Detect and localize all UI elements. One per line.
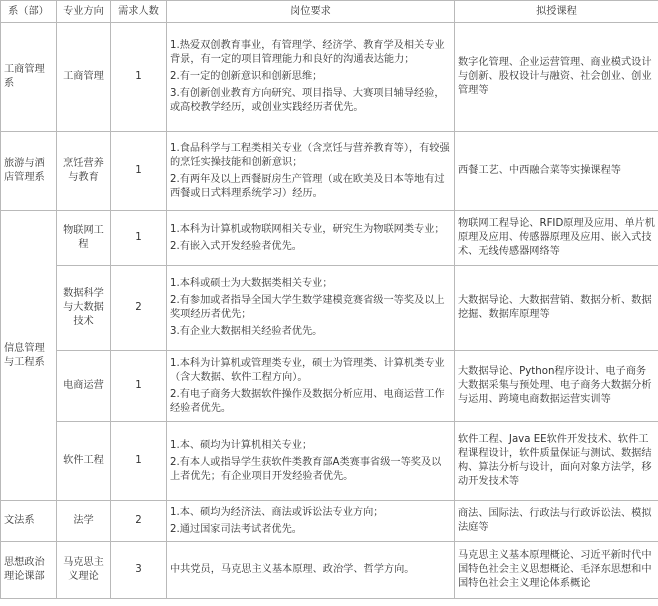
header-major: 专业方向 xyxy=(57,1,111,23)
courses-cell: 数字化管理、企业运营管理、商业模式设计与创新、股权设计与融资、社会创业、创业管理等 xyxy=(455,23,658,132)
header-count: 需求人数 xyxy=(111,1,167,23)
dept-cell: 信息管理与工程系 xyxy=(1,211,57,501)
requirements-cell xyxy=(167,501,455,542)
table-row xyxy=(1,351,658,422)
count-cell: 2 xyxy=(111,266,167,351)
courses-cell: 商法、国际法、行政法与行政诉讼法、模拟法庭等 xyxy=(455,501,658,542)
courses-cell: 物联网工程导论、RFID原理及应用、单片机原理及应用、传感器原理及应用、嵌入式技术、无线传感器网络等 xyxy=(455,211,658,266)
requirements-cell xyxy=(167,23,455,132)
requirements-cell xyxy=(167,422,455,501)
courses-cell: 大数据导论、大数据营销、数据分析、数据挖掘、数据库原理等 xyxy=(455,266,658,351)
header-courses: 拟授课程 xyxy=(455,1,658,23)
major-cell: 工商管理 xyxy=(57,23,111,132)
requirement-item: 1.本、硕均为计算机相关专业； xyxy=(170,439,313,451)
requirement-item: 1.食品科学与工程类相关专业（含烹饪与营养教育等），有较强的烹饪实操技能和创新意识； xyxy=(170,142,450,168)
table-row xyxy=(1,266,658,351)
dept-cell: 思想政治理论课部 xyxy=(1,542,57,599)
table-row xyxy=(1,542,658,599)
table-row xyxy=(1,23,658,132)
table-row xyxy=(1,211,658,266)
major-cell: 物联网工程 xyxy=(57,211,111,266)
requirements-cell xyxy=(167,211,455,266)
requirement-item: 2.有嵌入式开发经验者优先。 xyxy=(170,240,302,252)
courses-cell: 大数据导论、Python程序设计、电子商务大数据采集与预处理、电子商务大数据分析与运用、跨境电商数据运营实训等 xyxy=(455,351,658,422)
dept-cell: 旅游与酒店管理系 xyxy=(1,132,57,211)
requirement-item: 1.本科或硕士为大数据类相关专业； xyxy=(170,278,333,289)
major-cell: 烹饪营养与教育 xyxy=(57,132,111,211)
count-cell: 1 xyxy=(111,211,167,266)
requirement-item: 2.有本人或指导学生获软件类教育部A类赛事省级一等奖及以上者优先；有企业项目开发经验者优先。 xyxy=(170,456,442,482)
requirement-item: 中共党员，马克思主义基本原理、政治学、哲学方向。 xyxy=(170,564,415,575)
header-requirements: 岗位要求 xyxy=(167,1,455,23)
requirement-item: 3.有创新创业教育方向研究、项目指导、大赛项目辅导经验，或高校教学经历，或创业实践经历者优先。 xyxy=(170,88,445,113)
count-cell: 1 xyxy=(111,132,167,211)
requirement-item: 2.有两年及以上西餐厨房生产管理（或在欧美及日本等地有过西餐或日式料理系统学习）经历。 xyxy=(170,173,445,199)
header-dept: 系（部） xyxy=(1,1,57,23)
major-cell: 软件工程 xyxy=(57,422,111,501)
major-cell: 法学 xyxy=(57,501,111,542)
table-row xyxy=(1,422,658,501)
table-row xyxy=(1,501,658,542)
requirement-item: 1.本、硕均为经济法、商法或诉讼法专业方向； xyxy=(170,506,384,518)
count-cell: 2 xyxy=(111,501,167,542)
requirement-item: 2.有一定的创新意识和创新思维； xyxy=(170,71,323,82)
requirements-cell xyxy=(167,132,455,211)
table-header-row xyxy=(1,1,658,23)
requirements-cell xyxy=(167,266,455,351)
count-cell: 3 xyxy=(111,542,167,599)
requirement-item: 1.热爱双创教育事业，有管理学、经济学、教育学及相关专业背景，有一定的项目管理能力和良好的沟通表达能力； xyxy=(170,40,445,65)
count-cell: 1 xyxy=(111,422,167,501)
courses-cell: 马克思主义基本原理概论、习近平新时代中国特色社会主义思想概论、毛泽东思想和中国特色社会主义理论体系概论 xyxy=(455,542,658,599)
courses-cell: 西餐工艺、中西融合菜等实操课程等 xyxy=(455,132,658,211)
requirement-item: 3.有企业大数据相关经验者优先。 xyxy=(170,326,323,337)
requirement-item: 2.有电子商务大数据软件操作及数据分析应用、电商运营工作经验者优先。 xyxy=(170,388,445,414)
dept-cell: 文法系 xyxy=(1,501,57,542)
requirement-item: 1.本科为计算机或管理类专业，硕士为管理类、计算机类专业（含大数据、软件工程方向）。 xyxy=(170,357,445,383)
table-row xyxy=(1,132,658,211)
major-cell: 电商运营 xyxy=(57,351,111,422)
requirements-cell xyxy=(167,351,455,422)
requirement-item: 2.通过国家司法考试者优先。 xyxy=(170,523,302,535)
dept-cell: 工商管理系 xyxy=(1,23,57,132)
major-cell: 马克思主义理论 xyxy=(57,542,111,599)
count-cell: 1 xyxy=(111,351,167,422)
major-cell: 数据科学与大数据技术 xyxy=(57,266,111,351)
requirement-item: 2.有参加或者指导全国大学生数学建模竞赛省级一等奖及以上奖项经历者优先； xyxy=(170,295,445,320)
requirements-cell xyxy=(167,542,455,599)
count-cell: 1 xyxy=(111,23,167,132)
courses-cell: 软件工程、Java EE软件开发技术、软件工程课程设计，软件质量保证与测试、数据结构、算法分析与设计，面向对象方法学，移动开发技术等 xyxy=(455,422,658,501)
requirement-item: 1.本科为计算机或物联网相关专业，研究生为物联网类专业； xyxy=(170,223,445,235)
